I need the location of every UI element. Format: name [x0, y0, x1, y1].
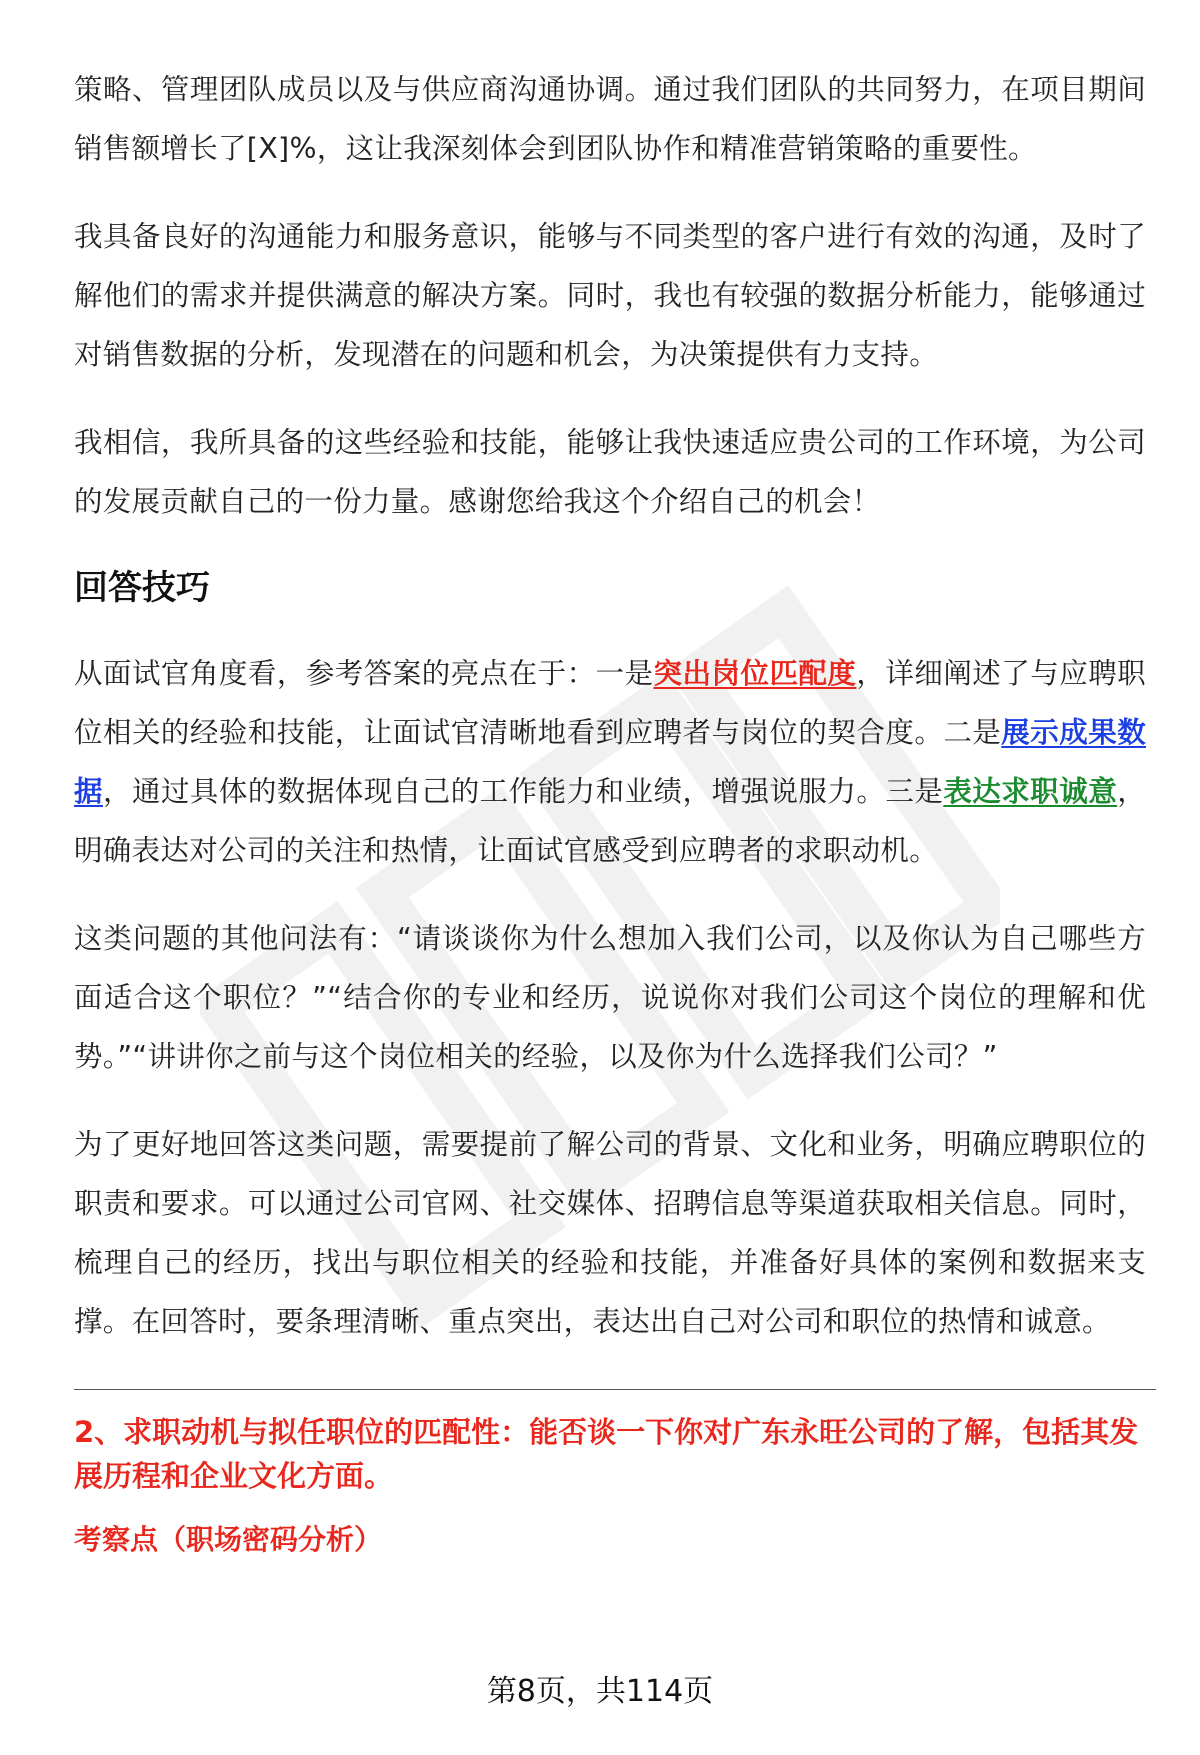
assessment-point-label: 考察点（职场密码分析） — [74, 1523, 383, 1556]
tips-text-2: ，通过具体的数据体现自己的工作能力和业绩，增强说服力。三是 — [102, 775, 944, 808]
tips-intro-text: 从面试官角度看，参考答案的亮点在于：一是 — [74, 657, 654, 690]
paragraph-experience: 策略、管理团队成员以及与供应商沟通协调。通过我们团队的共同努力，在项目期间销售额增长了[X]%，这让我深刻体会到团队协作和精准营销策略的重要性。 — [74, 73, 1146, 165]
section-title: 回答技巧 — [74, 568, 210, 608]
paragraph-alternative-questions: 这类问题的其他问法有：“请谈谈你为什么想加入我们公司，以及你认为自己哪些方面适合这个职位？”“结合你的专业和经历，说说你对我们公司这个岗位的理解和优势。”“讲讲你之前与这个岗位相关的经验，以及你为什么选择我们公司？” — [74, 922, 1146, 1073]
highlight-job-match: 突出岗位匹配度 — [653, 657, 857, 690]
next-question-heading: 2、求职动机与拟任职位的匹配性：能否谈一下你对广东永旺公司的了解，包括其发展历程和企业文化方面。 — [74, 1415, 1139, 1493]
page-number-footer: 第8页，共114页 — [486, 1674, 714, 1709]
highlight-result-data: 展示成果数据 — [74, 716, 1146, 808]
paragraph-tips — [74, 644, 1146, 880]
paragraph-skills: 我具备良好的沟通能力和服务意识，能够与不同类型的客户进行有效的沟通，及时了解他们的需求并提供满意的解决方案。同时，我也有较强的数据分析能力，能够通过对销售数据的分析，发现潜在的问题和机会，为决策提供有力支持。 — [74, 220, 1146, 371]
tips-text-3: ，明确表达对公司的关注和热情，让面试官感受到应聘者的求职动机。 — [74, 775, 1146, 867]
highlight-sincerity: 表达求职诚意 — [943, 775, 1118, 808]
section-divider — [74, 1389, 1156, 1390]
paragraph-preparation-advice: 为了更好地回答这类问题，需要提前了解公司的背景、文化和业务，明确应聘职位的职责和要求。可以通过公司官网、社交媒体、招聘信息等渠道获取相关信息。同时，梳理自己的经历，找出与职位相关的经验和技能，并准备好具体的案例和数据来支撑。在回答时，要条理清晰、重点突出，表达出自己对公司和职位的热情和诚意。 — [74, 1128, 1146, 1338]
main-content — [74, 60, 1146, 1564]
paragraph-closing: 我相信，我所具备的这些经验和技能，能够让我快速适应贵公司的工作环境，为公司的发展贡献自己的一份力量。感谢您给我这个介绍自己的机会！ — [74, 426, 1146, 518]
tips-text-1: ，详细阐述了与应聘职位相关的经验和技能，让面试官清晰地看到应聘者与岗位的契合度。二是 — [74, 657, 1146, 749]
